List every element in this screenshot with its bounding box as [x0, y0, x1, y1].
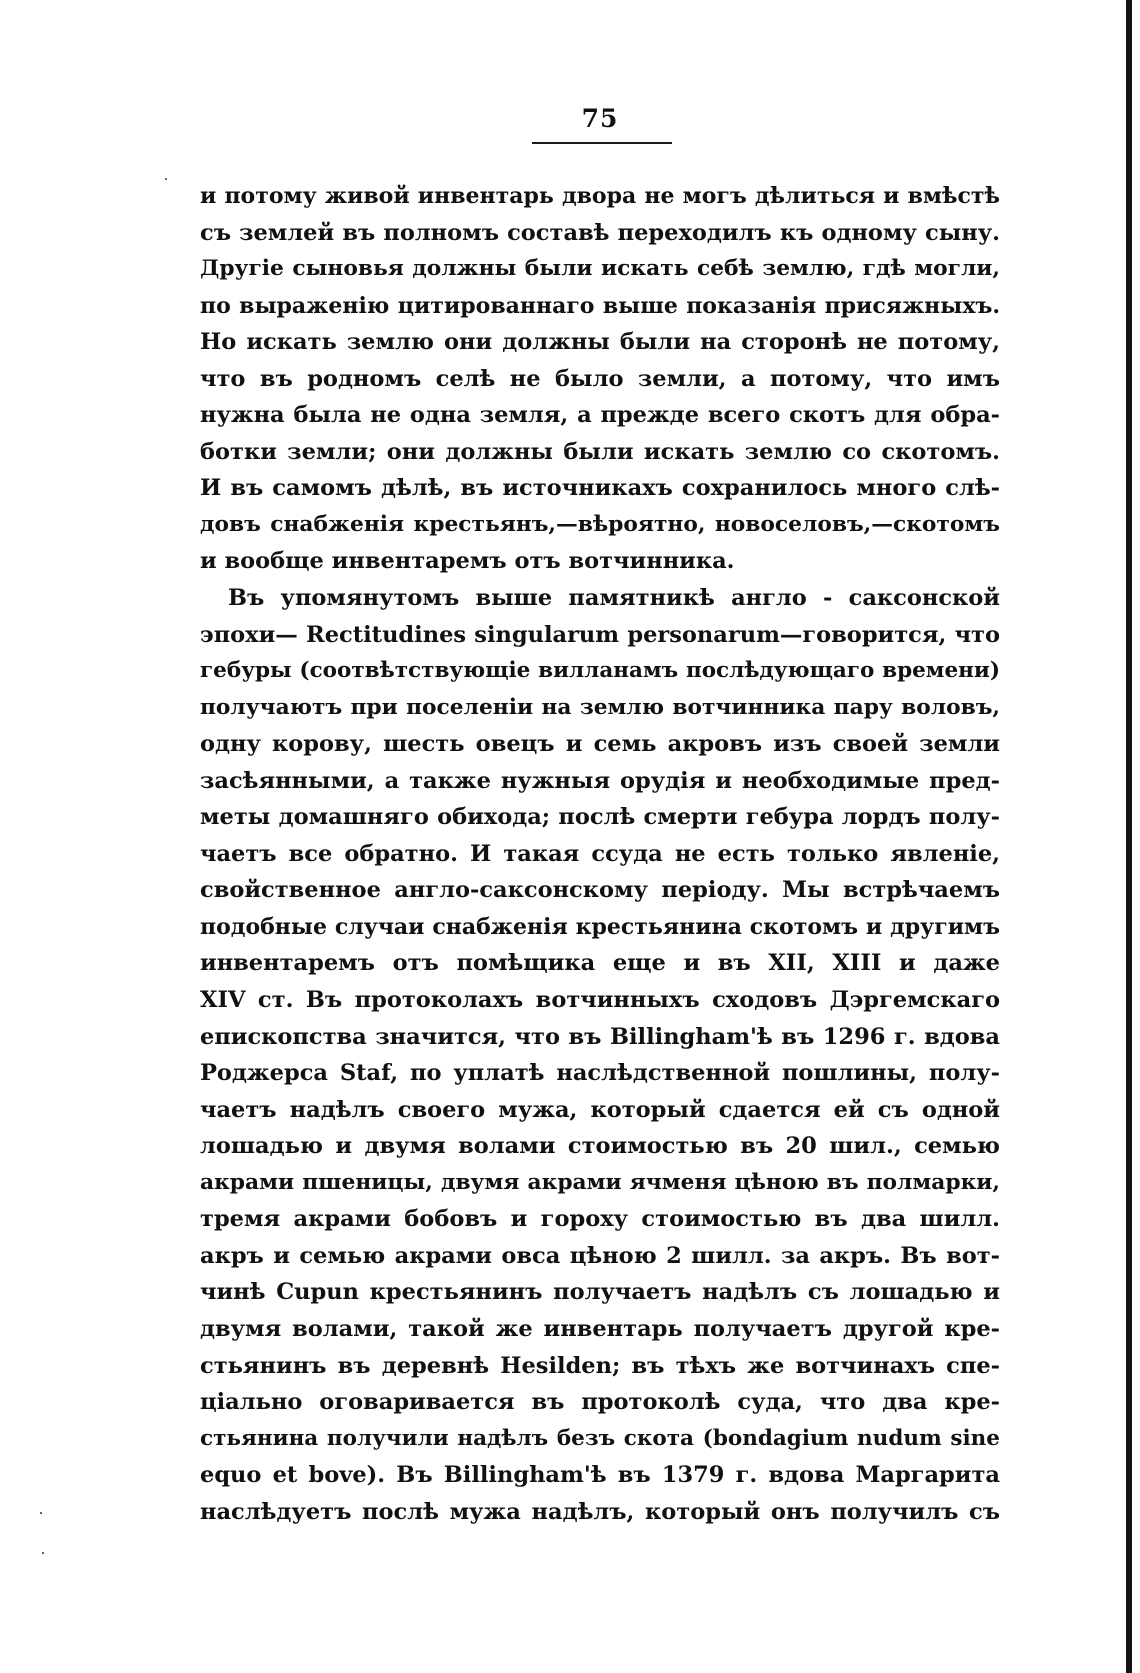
body-text	[200, 178, 1000, 1530]
text-line: ціально оговаривается въ протоколѣ суда, что два кре-	[200, 1389, 1000, 1416]
text-line: Но искать землю они должны были на сторонѣ не потому,	[200, 329, 1000, 356]
text-line: епископства значится, что въ Billingham'ѣ въ 1296 г. вдова	[200, 1023, 1000, 1050]
scan-speck	[40, 1512, 42, 1514]
text-line: свойственное англо-саксонскому періоду. Мы встрѣчаемъ	[200, 877, 1000, 904]
text-line: акръ и семью акрами овса цѣною 2 шилл. за акръ. Въ вот-	[200, 1242, 1000, 1269]
paragraph-2	[200, 580, 1000, 1530]
text-line: и вообще инвентаремъ отъ вотчинника.	[200, 548, 735, 575]
text-line: подобные случаи снабженія крестьянина скотомъ и другимъ	[200, 913, 1000, 940]
text-line: что въ родномъ селѣ не было земли, а потому, что имъ	[200, 365, 1000, 392]
text-line: акрами пшеницы, двумя акрами ячменя цѣною въ полмарки,	[200, 1169, 1000, 1195]
text-line: Роджерса Staf, по уплатѣ наслѣдственной пошлины, полу-	[200, 1060, 1000, 1087]
text-line: ботки земли; они должны были искать землю со скотомъ.	[200, 438, 1000, 465]
text-line: инвентаремъ отъ помѣщика еще и въ XII, XIII и даже	[200, 950, 1000, 977]
text-line: И въ самомъ дѣлѣ, въ источникахъ сохранилось много слѣ-	[200, 475, 1000, 502]
text-line: чинѣ Cupun крестьянинъ получаетъ надѣлъ съ лошадью и	[200, 1279, 1000, 1306]
paragraph-1	[200, 178, 1000, 580]
text-line: чаетъ надѣлъ своего мужа, который сдается ей съ одной	[200, 1096, 1000, 1123]
text-line: наслѣдуетъ послѣ мужа надѣлъ, который онъ получилъ съ	[200, 1498, 1000, 1525]
text-line: Въ упомянутомъ выше памятникѣ англо - саксонской	[228, 585, 1000, 612]
text-line: Другіе сыновья должны были искать себѣ землю, гдѣ могли,	[200, 256, 1000, 282]
text-line: стьянина получили надѣлъ безъ скота (bondagium nudum sine	[200, 1425, 1000, 1451]
text-line: двумя волами, такой же инвентарь получаетъ другой кре-	[200, 1315, 1000, 1342]
text-line: эпохи— Rectitudines singularum personarum—говорится, что	[200, 621, 1000, 648]
text-line: стьянинъ въ деревнѣ Hesilden; въ тѣхъ же вотчинахъ спе-	[200, 1352, 1000, 1379]
text-line: XIV ст. Въ протоколахъ вотчинныхъ сходовъ Дэргемскаго	[200, 987, 1000, 1014]
text-line: засѣянными, а также нужныя орудія и необходимые пред-	[200, 767, 1000, 794]
text-line: тремя акрами бобовъ и гороху стоимостью въ два шилл.	[200, 1206, 1000, 1233]
page-edge-shadow	[1126, 0, 1132, 1673]
text-line: получаютъ при поселеніи на землю вотчинника пару воловъ,	[200, 694, 1000, 720]
text-line: лошадью и двумя волами стоимостью въ 20 шил., семью	[200, 1133, 1000, 1160]
scan-speck	[165, 178, 167, 180]
text-line: довъ снабженія крестьянъ,—вѣроятно, новоселовъ,—скотомъ	[200, 511, 1000, 537]
text-line: и потому живой инвентарь двора не могъ дѣлиться и вмѣстѣ	[200, 183, 1000, 209]
text-line: гебуры (соотвѣтствующіе вилланамъ послѣдующаго времени)	[200, 658, 1000, 684]
text-line: equo et bove). Въ Billingham'ѣ въ 1379 г. вдова Маргарита	[200, 1462, 1000, 1489]
text-line: по выраженію цитированнаго выше показанія присяжныхъ.	[200, 292, 1000, 319]
text-line: одну корову, шесть овецъ и семь акровъ изъ своей земли	[200, 731, 1000, 758]
scan-speck	[42, 1552, 44, 1554]
page-number-rule	[532, 142, 672, 144]
text-line: меты домашняго обихода; послѣ смерти гебура лордъ полу-	[200, 804, 1000, 831]
page-number: 75	[581, 104, 619, 133]
text-line: чаетъ все обратно. И такая ссуда не есть только явленіе,	[200, 840, 1000, 867]
text-line: съ землей въ полномъ составѣ переходилъ къ одному сыну.	[200, 219, 1000, 246]
text-line: нужна была не одна земля, а прежде всего скотъ для обра-	[200, 402, 1000, 429]
